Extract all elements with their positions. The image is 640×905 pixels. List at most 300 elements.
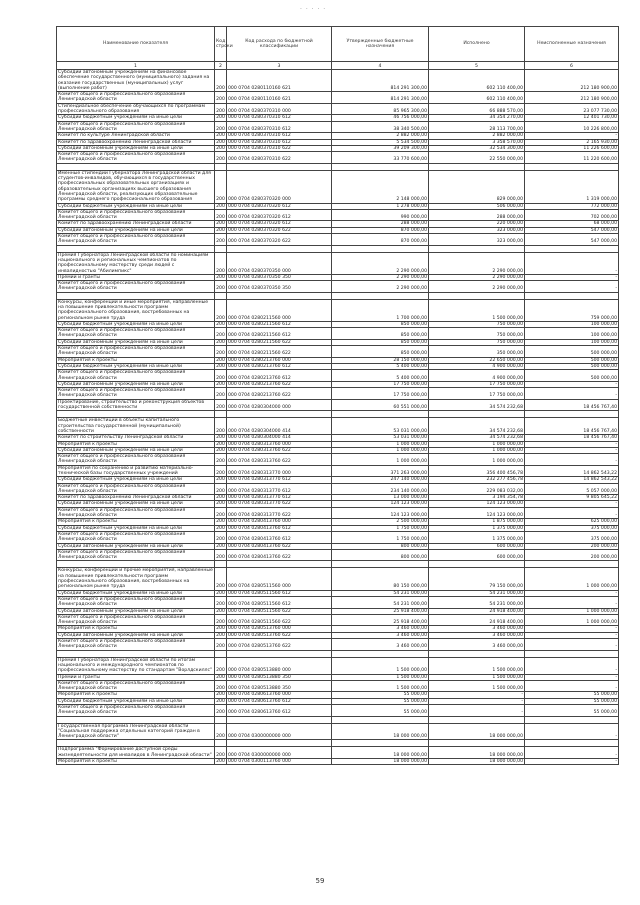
row-executed: 600 000,00 [429, 549, 525, 561]
spacer-cell [429, 740, 525, 747]
spacer-cell [332, 716, 429, 723]
row-code: 200 [215, 252, 227, 274]
row-remaining: - [525, 680, 619, 692]
row-remaining: 100 000,00 [525, 339, 619, 345]
row-classification: 000 0704 0280370320 000 [227, 170, 332, 203]
spacer-cell [215, 561, 227, 568]
row-name: Стипендиальное обеспечение обучающихся по программам профессионального образования [57, 103, 215, 115]
row-remaining: - [525, 639, 619, 651]
row-executed: 356 400 456,78 [429, 465, 525, 477]
row-approved: 850 000,00 [332, 321, 429, 327]
row-code: 200 [215, 388, 227, 400]
row-classification: 000 0704 0280370310 622 [227, 145, 332, 151]
row-remaining: 1 319 000,00 [525, 170, 619, 203]
row-code: 200 [216, 321, 225, 327]
row-classification: 000 0704 0280513880 000 [227, 657, 332, 674]
header-name: Наименование показателя [57, 27, 215, 62]
row-classification: 000 0704 0280213760 612 [227, 363, 332, 369]
row-executed: 1 500 000,00 [429, 299, 525, 321]
row-remaining: 1 000 000,00 [525, 608, 619, 614]
row-code: 200 [215, 568, 227, 590]
row-code: 200 [215, 680, 227, 692]
row-remaining: 9 805 645,22 [525, 495, 619, 501]
row-approved: 28 150 000,00 [332, 357, 429, 363]
header-classification: Код расхода по бюджетной классификации [227, 27, 332, 62]
row-remaining: - [525, 596, 619, 608]
row-code: 200 [215, 418, 227, 435]
page-number: 59 [315, 877, 325, 885]
row-classification: 000 0704 0280370310 612 [227, 133, 332, 139]
row-executed: 4 900 000,00 [429, 363, 525, 369]
spacer-cell [227, 163, 332, 170]
row-executed: 1 500 000,00 [429, 674, 525, 680]
row-approved: 814 291 300,00 [332, 70, 429, 92]
row-remaining: - [525, 388, 619, 400]
row-remaining: 500 000,00 [525, 357, 619, 363]
row-code: 200 [216, 447, 225, 453]
row-remaining: - [525, 381, 619, 387]
row-name: Подпрограмма "Формирование доступной среды жизнедеятельности для инвалидов в Ленинградской области" [57, 747, 215, 759]
row-remaining: 11 220 600,00 [525, 152, 619, 164]
row-remaining: 212 180 900,00 [525, 92, 619, 104]
row-executed: 34 574 232,68 [429, 418, 525, 435]
table-row [57, 370, 619, 382]
row-code: 200 [216, 133, 225, 139]
spacer-row [57, 411, 619, 418]
row-name: Субсидии автономным учреждениям на иные цели [57, 632, 215, 638]
row-name: Комитет общего и профессионального образования Ленинградской области [57, 596, 215, 608]
row-code: 200 [216, 221, 225, 227]
row-approved: 800 000,00 [332, 549, 429, 561]
row-name: Комитет общего и профессионального образования Ленинградской области [57, 281, 215, 293]
spacer-cell [227, 245, 332, 252]
row-classification: 000 0704 0280313770 612 [227, 477, 332, 483]
row-approved: 3 460 000,00 [332, 639, 429, 651]
spacer-cell [57, 650, 215, 657]
row-remaining: 55 000,00 [525, 698, 619, 704]
row-code: 200 [216, 435, 225, 441]
table-row [57, 103, 619, 115]
row-name: Субсидии бюджетным учреждениям на иные цели [57, 203, 215, 209]
row-classification: 000 0704 0280370310 000 [227, 103, 332, 115]
row-classification: 000 0704 0280313770 622 [227, 501, 332, 507]
table-body [57, 70, 619, 765]
row-name: Именные стипендии Губернатора Ленинградской области для студентов-инвалидов, обучающихся в государственных профессиональных образовательных организациях и образовательных организациях высшего образования Ленинградской области, реализующих образовательные программы среднего профессионального образования [57, 170, 215, 203]
row-executed: 323 000,00 [429, 234, 525, 246]
row-code: 200 [215, 121, 227, 133]
row-name: Конкурсы, конференции и прочие мероприятия, направленные на повышение привлекательности программ профессионального образования, востребованных на региональном рынке труда [58, 568, 213, 590]
row-approved: 25 918 400,00 [332, 608, 429, 614]
row-executed: 34 354 270,00 [429, 115, 525, 121]
row-classification: 000 0704 0280413760 612 [227, 531, 332, 543]
row-code: 200 [215, 596, 227, 608]
row-executed: 1 000 000,00 [429, 441, 525, 447]
row-classification: 000 0704 0300000000 000 [227, 747, 332, 759]
spacer-cell [227, 561, 332, 568]
row-code: 200 [215, 370, 227, 382]
row-approved: 3 460 000,00 [332, 632, 429, 638]
row-code: 200 [215, 549, 227, 561]
row-name: Субсидии бюджетным учреждениям на иные цели [57, 321, 215, 327]
row-classification: 000 0704 0280370310 612 [227, 115, 332, 121]
column-number-row [57, 62, 619, 70]
row-code: 200 [216, 626, 225, 632]
row-remaining: 500 000,00 [525, 346, 619, 358]
row-approved: 247 140 000,00 [332, 477, 429, 483]
row-code: 200 [216, 441, 225, 447]
table-row [57, 209, 619, 221]
row-classification: 000 0704 0280511560 000 [227, 568, 332, 590]
table-row [57, 328, 619, 340]
row-classification: 000 0704 0280513880 350 [227, 680, 332, 692]
row-name: Комитет общего и профессионального образования Ленинградской области [57, 614, 215, 626]
row-name: Мероприятия к проекты [57, 441, 215, 447]
spacer-row [57, 292, 619, 299]
row-approved: 18 000 000,00 [332, 723, 429, 740]
row-executed: 2 290 000,00 [429, 274, 525, 280]
row-classification: 000 0704 0280511560 612 [227, 596, 332, 608]
row-approved: 371 263 000,00 [332, 465, 429, 477]
row-remaining: 23 077 730,00 [525, 103, 619, 115]
row-approved: 800 000,00 [332, 543, 429, 549]
row-remaining: 18 456 767,40 [525, 399, 619, 411]
table-row [57, 281, 619, 293]
row-remaining: 2 165 930,00 [525, 139, 619, 145]
row-name: Субсидии автономным учреждениям на иные цели [57, 145, 215, 151]
row-approved: 1 000 000,00 [332, 441, 429, 447]
row-classification: 000 0704 0280413760 612 [227, 525, 332, 531]
row-classification: 000 0704 0300113760 000 [227, 759, 332, 765]
row-approved: 124 123 000,00 [332, 501, 429, 507]
spacer-cell [429, 561, 525, 568]
row-code: 200 [215, 723, 227, 740]
row-remaining: 547 000,00 [525, 234, 619, 246]
row-remaining: 500 000,00 [525, 363, 619, 369]
row-code: 200 [216, 145, 225, 151]
row-code: 200 [216, 759, 225, 765]
row-classification: 000 0704 0280370310 622 [227, 152, 332, 164]
row-executed: 3 460 000,00 [429, 626, 525, 632]
row-approved: 850 000,00 [332, 346, 429, 358]
row-code: 200 [215, 639, 227, 651]
row-name: Комитет общего и профессионального образования Ленинградской области [57, 639, 215, 651]
table-row [57, 759, 619, 765]
table-row [57, 92, 619, 104]
row-remaining: - [525, 507, 619, 519]
row-executed: 4 900 000,00 [429, 370, 525, 382]
row-executed: 28 113 700,00 [429, 121, 525, 133]
row-classification: 000 0704 0280511560 622 [227, 614, 332, 626]
spacer-cell [215, 716, 227, 723]
row-approved: 1 500 000,00 [332, 680, 429, 692]
row-code: 200 [215, 483, 227, 495]
row-name: Комитет по здравоохранению Ленинградской области [57, 139, 215, 145]
row-classification: 000 0704 0280211560 612 [227, 328, 332, 340]
row-remaining: - [525, 632, 619, 638]
row-executed: 3 194 354,78 [429, 495, 525, 501]
row-executed: 34 574 232,68 [429, 399, 525, 411]
table-row [57, 465, 619, 477]
table-row [57, 568, 619, 590]
row-name: Субсидии бюджетным учреждениям на иные цели [57, 525, 215, 531]
row-code: 200 [216, 357, 225, 363]
row-remaining: 12 401 730,00 [525, 115, 619, 121]
table-row [57, 234, 619, 246]
row-name: Субсидии автономным учреждениям на иные цели [57, 543, 215, 549]
row-code: 200 [216, 495, 225, 501]
row-remaining: 11 226 600,00 [525, 145, 619, 151]
row-executed: 18 000 000,00 [429, 747, 525, 759]
row-classification: 000 0704 0280370320 622 [227, 227, 332, 233]
row-classification: 000 0704 0280304000 414 [227, 418, 332, 435]
row-code: 200 [215, 531, 227, 543]
row-executed: 24 918 400,00 [429, 614, 525, 626]
row-name: Комитет общего и профессионального образования Ленинградской области [57, 454, 215, 466]
row-name: Мероприятия к проекты [57, 357, 215, 363]
row-executed: 79 150 000,00 [429, 568, 525, 590]
row-approved: 2 290 000,00 [332, 252, 429, 274]
row-approved: 1 000 000,00 [332, 454, 429, 466]
spacer-row [57, 740, 619, 747]
table-row [57, 152, 619, 164]
spacer-row [57, 163, 619, 170]
row-code: 200 [215, 704, 227, 716]
row-approved: 60 551 000,00 [332, 399, 429, 411]
row-classification: 000 0704 0280370320 622 [227, 234, 332, 246]
row-classification: 000 0704 0280370350 000 [227, 252, 332, 274]
spacer-cell [429, 650, 525, 657]
row-code: 200 [215, 152, 227, 164]
spacer-cell [227, 740, 332, 747]
row-remaining: - [525, 501, 619, 507]
row-code: 200 [215, 103, 227, 115]
row-name: Комитет общего и профессионального образования Ленинградской области [57, 483, 215, 495]
row-code: 200 [215, 747, 227, 759]
row-name: Премия Губернатора Ленинградской области по итогам национального и международного чемпионатов по профессиональному мастерству по стандартам "Ворлдскиллс" [57, 657, 215, 674]
row-approved: 870 000,00 [332, 234, 429, 246]
spacer-cell [429, 245, 525, 252]
spacer-row [57, 650, 619, 657]
row-executed: 54 231 000,00 [429, 596, 525, 608]
spacer-cell [525, 292, 619, 299]
row-remaining: - [525, 447, 619, 453]
row-name: Мероприятия к проекты [57, 692, 215, 698]
header-approved: Утвержденные бюджетные назначения [332, 27, 429, 62]
row-executed: 1 500 000,00 [429, 657, 525, 674]
row-code: 200 [215, 346, 227, 358]
table-row [57, 747, 619, 759]
row-executed: 22 550 000,00 [429, 152, 525, 164]
row-name: Комитет общего и профессионального образования Ленинградской области [57, 507, 215, 519]
row-approved: 46 756 000,00 [332, 115, 429, 121]
row-executed: 323 000,00 [429, 227, 525, 233]
row-executed: 2 882 000,00 [429, 133, 525, 139]
column-number: 2 [215, 62, 227, 70]
row-approved: 53 031 000,00 [332, 435, 429, 441]
spacer-cell [227, 716, 332, 723]
top-mark: · · · · · [300, 6, 327, 13]
row-approved: 1 278 000,00 [332, 203, 429, 209]
spacer-cell [429, 292, 525, 299]
row-approved: 990 000,00 [332, 209, 429, 221]
row-approved: 2 882 000,00 [332, 133, 429, 139]
row-name: Субсидии автономным учреждениям на иные цели [57, 501, 215, 507]
row-name: Комитет общего и профессионального образования Ленинградской области [57, 370, 215, 382]
row-remaining: 500 000,00 [525, 370, 619, 382]
row-executed: 220 000,00 [429, 221, 525, 227]
row-code: 200 [215, 170, 227, 203]
spacer-cell [332, 292, 429, 299]
row-remaining: 375 000,00 [525, 525, 619, 531]
row-name: Субсидии бюджетным учреждениям на иные цели [57, 363, 215, 369]
row-executed: 750 000,00 [429, 321, 525, 327]
row-remaining: - [525, 281, 619, 293]
row-executed: 1 875 000,00 [429, 519, 525, 525]
row-classification: 000 0704 0280110160 621 [227, 70, 332, 92]
table-row [57, 657, 619, 674]
spacer-cell [57, 245, 215, 252]
table-row [57, 388, 619, 400]
row-approved: 18 000 000,00 [332, 747, 429, 759]
row-remaining: 200 000,00 [525, 549, 619, 561]
column-number: 4 [332, 62, 429, 70]
spacer-row [57, 245, 619, 252]
row-executed: 750 000,00 [429, 328, 525, 340]
row-executed: 18 000 000,00 [429, 759, 525, 765]
row-executed: 2 290 000,00 [429, 281, 525, 293]
row-executed: - [429, 698, 525, 704]
row-classification: 000 0704 0280211560 000 [227, 299, 332, 321]
row-approved: 33 770 600,00 [332, 152, 429, 164]
row-code: 200 [215, 465, 227, 477]
row-approved: 80 150 000,00 [332, 568, 429, 590]
spacer-cell [525, 561, 619, 568]
row-code: 200 [215, 507, 227, 519]
row-remaining: 759 000,00 [525, 299, 619, 321]
row-executed: 66 888 570,00 [429, 103, 525, 115]
spacer-cell [525, 716, 619, 723]
row-executed: - [429, 692, 525, 698]
row-approved: 2 500 000,00 [332, 519, 429, 525]
row-name: Комитет общего и профессионального образования Ленинградской области [57, 531, 215, 543]
row-classification: 000 0704 0280213760 000 [227, 357, 332, 363]
row-remaining: 68 000,00 [525, 221, 619, 227]
spacer-cell [215, 245, 227, 252]
row-code: 200 [215, 328, 227, 340]
row-remaining: 1 000 000,00 [525, 568, 619, 590]
spacer-cell [525, 163, 619, 170]
row-name: Бюджетные инвестиции в объекты капитального строительства государственной (муниципальной) собственности [57, 418, 215, 435]
spacer-cell [215, 740, 227, 747]
spacer-cell [227, 292, 332, 299]
row-approved: 2 290 000,00 [332, 281, 429, 293]
row-code: 200 [216, 543, 225, 549]
table-row [57, 399, 619, 411]
row-executed: 17 750 000,00 [429, 388, 525, 400]
spacer-cell [57, 561, 215, 568]
row-approved: 1 700 000,00 [332, 299, 429, 321]
row-classification: 000 0704 0280511560 612 [227, 590, 332, 596]
row-remaining: 100 000,00 [525, 328, 619, 340]
row-classification: 000 0704 0280110160 621 [227, 92, 332, 104]
row-approved: 288 000,00 [332, 221, 429, 227]
row-classification: 000 0704 0280313760 622 [227, 454, 332, 466]
row-approved: 124 123 000,00 [332, 507, 429, 519]
row-remaining: - [525, 657, 619, 674]
row-executed: 2 290 000,00 [429, 252, 525, 274]
table-row [57, 121, 619, 133]
row-executed: 506 000,00 [429, 203, 525, 209]
spacer-cell [525, 245, 619, 252]
spacer-cell [57, 740, 215, 747]
row-code: 200 [216, 501, 225, 507]
row-name: Конкурсы, конференции и иные мероприятия, направленные на повышение привлекательности программ профессионального образования, востребованных на региональном рынке труда [57, 299, 215, 321]
row-approved: 2 148 000,00 [332, 170, 429, 203]
table-row [57, 418, 619, 435]
row-name: Комитет общего и профессионального образования Ленинградской области [57, 234, 215, 246]
row-code: 200 [215, 454, 227, 466]
row-executed: 124 123 000,00 [429, 507, 525, 519]
row-classification: 000 0704 0280313770 622 [227, 507, 332, 519]
row-name: Комитет общего и профессионального образования Ленинградской области [57, 388, 215, 400]
row-remaining: - [525, 759, 619, 765]
row-remaining: 18 456 767,40 [525, 418, 619, 435]
row-remaining: 18 456 767,40 [525, 435, 619, 441]
row-approved: 234 140 000,00 [332, 483, 429, 495]
row-code: 200 [215, 657, 227, 674]
spacer-cell [525, 411, 619, 418]
row-approved: 85 965 300,00 [332, 103, 429, 115]
row-remaining: 14 862 543,22 [525, 465, 619, 477]
column-number: 1 [57, 62, 215, 70]
spacer-cell [429, 716, 525, 723]
row-approved: 25 918 400,00 [332, 614, 429, 626]
row-approved: 5 400 000,00 [332, 363, 429, 369]
header-executed: Исполнено [429, 27, 525, 62]
row-code: 200 [215, 299, 227, 321]
table-row [57, 531, 619, 543]
table-row [57, 170, 619, 203]
row-code: 200 [215, 399, 227, 411]
row-classification: 000 0704 0280313760 000 [227, 441, 332, 447]
row-name: Проектирование, строительство и реконструкция объектов государственной собственности [57, 399, 215, 411]
row-code: 200 [215, 209, 227, 221]
row-executed: 600 000,00 [429, 543, 525, 549]
row-remaining: 200 000,00 [525, 543, 619, 549]
table-row [57, 614, 619, 626]
row-remaining: 547 000,00 [525, 227, 619, 233]
row-executed: 1 000 000,00 [429, 447, 525, 453]
row-name: Субсидии автономным учреждениям на иные цели [57, 608, 215, 614]
column-number: 5 [429, 62, 525, 70]
row-code: 200 [215, 614, 227, 626]
row-classification: 000 0704 0280413760 622 [227, 543, 332, 549]
row-name: Комитет общего и профессионального образования Ленинградской области [57, 346, 215, 358]
row-classification: 000 0704 0280513760 622 [227, 632, 332, 638]
row-executed: 602 110 400,00 [429, 92, 525, 104]
row-executed: 750 000,00 [429, 339, 525, 345]
row-approved: 5 534 500,00 [332, 139, 429, 145]
spacer-cell [332, 245, 429, 252]
row-name: Субсидии автономным учреждениям на финансовое обеспечение государственного (муниципального) задания на оказание государственных (муниципальных) услуг (выполнение работ) [57, 70, 215, 92]
row-name: Мероприятия к проекты [57, 626, 215, 632]
row-name: Премии и гранты [57, 674, 215, 680]
row-classification: 000 0704 0280513760 000 [227, 626, 332, 632]
spacer-cell [525, 650, 619, 657]
row-approved: 17 750 000,00 [332, 388, 429, 400]
table-header-row [57, 27, 619, 62]
spacer-cell [215, 411, 227, 418]
